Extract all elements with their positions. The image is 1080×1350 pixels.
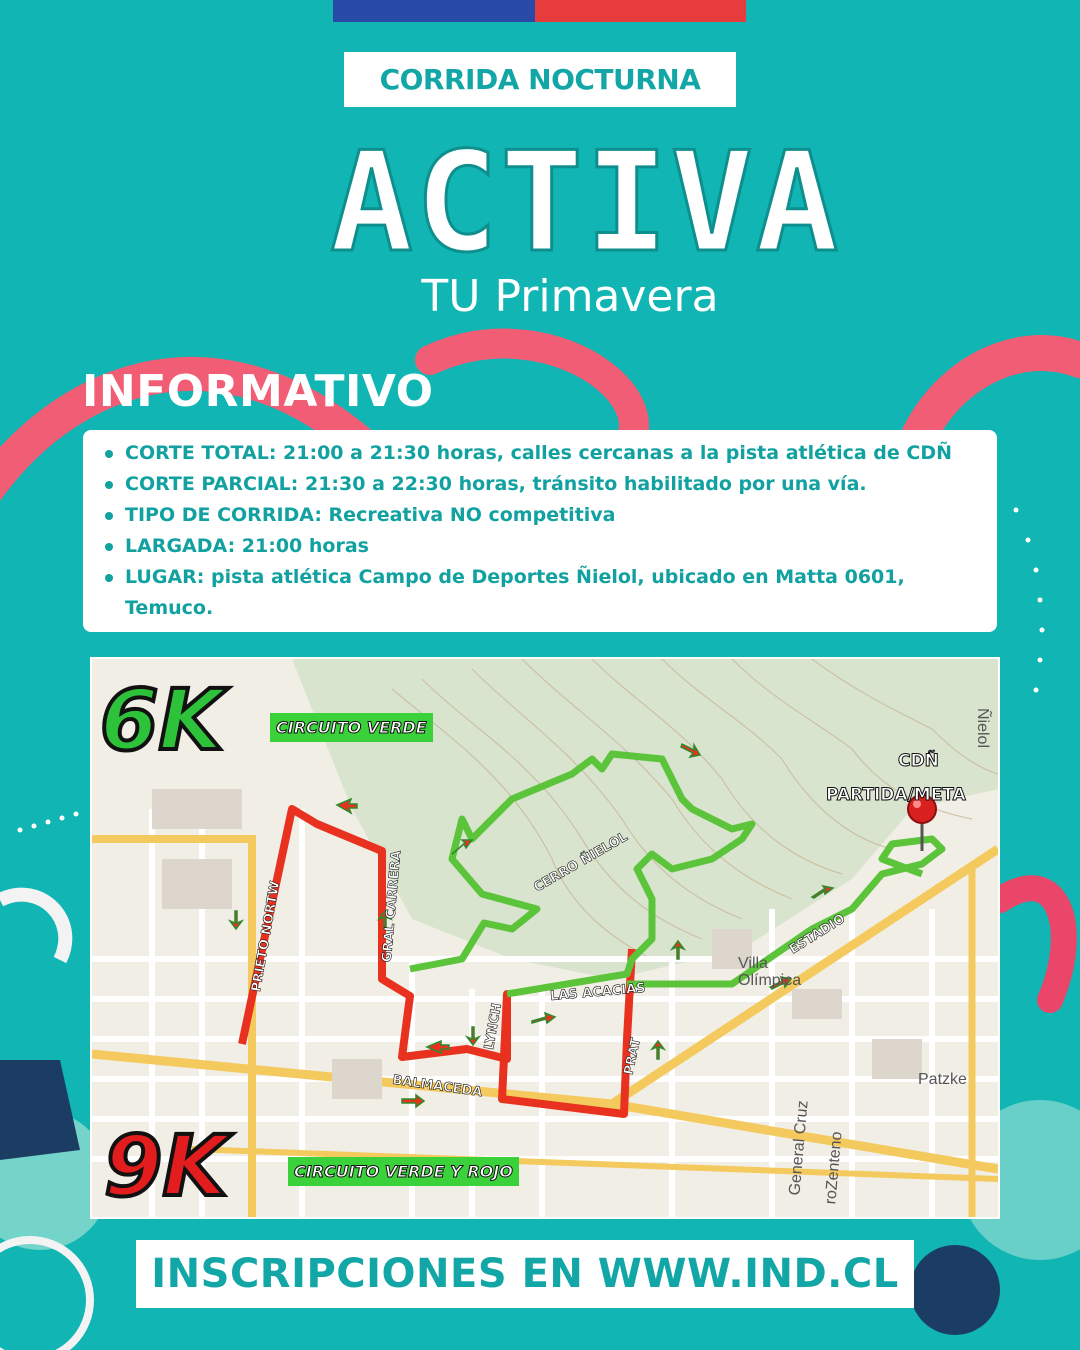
info-list — [83, 430, 997, 624]
event-type-badge — [344, 52, 736, 107]
map-label-general-cruz: General Cruz — [786, 1099, 812, 1197]
registration-text: INSCRIPCIONES EN WWW.IND.CL — [151, 1251, 899, 1297]
start-place-label: CDÑ — [898, 751, 939, 771]
distance-long-badge: 9K — [104, 1117, 228, 1215]
street-label-lynch: LYNCH — [482, 1002, 505, 1051]
logo-sub-text: TU Primavera — [421, 271, 719, 322]
info-item-lugar: LUGAR: pista atlética Campo de Deportes Ñielol, ubicado en Matta 0601, Temuco. — [125, 562, 997, 624]
street-label-cerro: CERRO ÑIELOL — [531, 829, 631, 896]
info-item-tipo: TIPO DE CORRIDA: Recreativa NO competitiva — [125, 500, 997, 531]
street-label-carrera: GRAL CARRERA — [379, 849, 405, 964]
route-map — [90, 657, 1000, 1219]
campaign-logo — [330, 122, 841, 322]
map-label-zenteno: roZenteno — [822, 1130, 846, 1206]
info-item-corte-total: CORTE TOTAL: 21:00 a 21:30 horas, calles cercanas a la pista atlética de CDÑ — [125, 438, 997, 469]
circuit-long-tag: CIRCUITO VERDE Y ROJO — [288, 1157, 519, 1186]
street-label-prat: PRAT — [621, 1036, 644, 1077]
event-type-text: CORRIDA NOCTURNA — [379, 63, 701, 96]
info-item-corte-parcial: CORTE PARCIAL: 21:30 a 22:30 horas, tránsito habilitado por una vía. — [125, 469, 997, 500]
map-label-villa: Villa Olímpica — [738, 955, 802, 989]
street-label-estadio: ESTADIO — [786, 911, 849, 958]
start-finish-label: PARTIDA/META — [826, 785, 966, 805]
logo-main-text: ACTIVA — [330, 122, 841, 283]
street-label-acacias: LAS ACACIAS — [549, 980, 647, 1005]
info-box — [83, 430, 997, 632]
map-label-patzke: Patzke — [918, 1071, 967, 1088]
info-title: INFORMATIVO — [82, 366, 434, 417]
distance-short-badge: 6K — [100, 671, 224, 769]
circuit-short-tag: CIRCUITO VERDE — [270, 713, 433, 742]
map-label-nielol: Ñielol — [974, 707, 992, 749]
street-label-balmaceda: BALMACEDA — [391, 1072, 484, 1101]
street-label-prieto: PRIETO NORTW — [248, 879, 284, 994]
info-item-largada: LARGADA: 21:00 horas — [125, 531, 997, 562]
registration-banner — [136, 1240, 914, 1308]
